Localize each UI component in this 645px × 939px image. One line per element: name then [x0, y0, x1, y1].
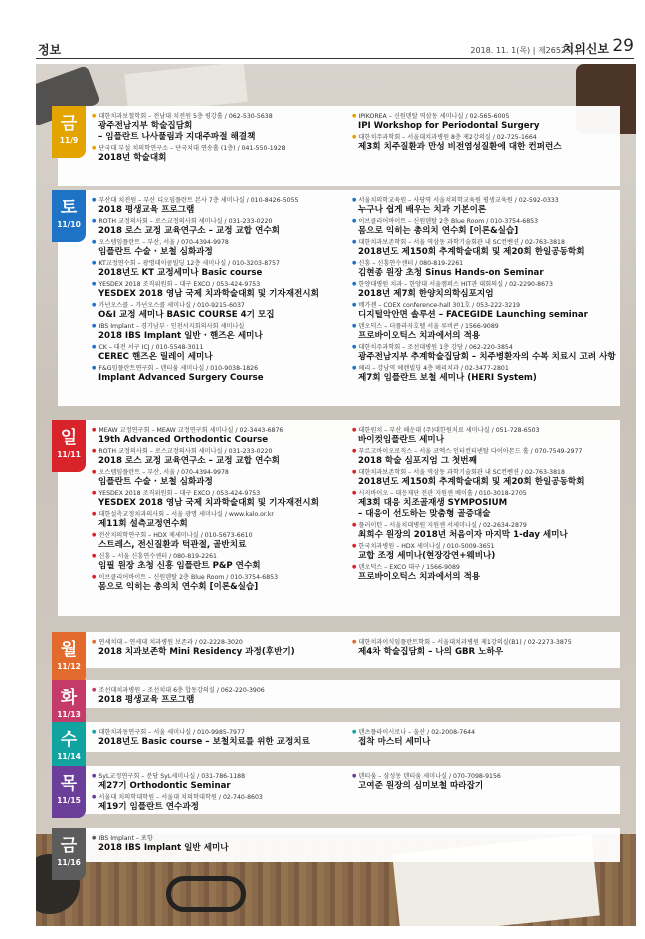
event-entry [352, 563, 618, 583]
event-entry [92, 686, 352, 706]
event-title: Implant Advanced Surgery Course [98, 373, 264, 383]
event-title: 디지털악안면 솔루션 – FACEGIDE Launching seminar [358, 310, 588, 320]
event-title: 2018 IBS Implant 일반 세미나 [98, 843, 229, 853]
event-title: 2018년도 KT 교정세미나 Basic course [98, 268, 263, 278]
event-entry [352, 542, 618, 562]
left-column [92, 196, 352, 385]
day-tag [52, 828, 86, 880]
event-organizer: ● 덴티움 – 삼성동 덴티움 세미나실 / 070-7098-9156 [352, 772, 618, 781]
event-entry [352, 112, 618, 132]
event-title: 프로바이오틱스 치과에서의 적용 [358, 572, 481, 582]
day-block [57, 680, 620, 719]
day-name: 화 [60, 688, 78, 708]
event-organizer: ● 연세치대 – 연세대 치과병원 보존과 / 02-2228-3020 [92, 638, 352, 647]
event-entry [352, 638, 618, 658]
event-organizer: ● 단국대 부설 치의학연구소 – 단국치대 연송홀 (1층) / 041-550-1928 [92, 144, 352, 153]
day-name: 금 [60, 114, 78, 134]
day-block [57, 632, 620, 671]
left-column [92, 638, 352, 659]
right-column [352, 426, 618, 584]
event-organizer: ● 이브클리어바이트 – 신원덴탈 2층 Blue Room / 010-3754-6853 [92, 573, 352, 582]
publication-name: 치의신보 [562, 42, 609, 56]
day-tag [52, 766, 86, 818]
event-title: 2018년도 Basic course – 보철치료를 위한 교정치료 [98, 737, 310, 747]
event-organizer: ● SyL교정연구회 – 분당 SyL세미나실 / 031-786-1188 [92, 772, 352, 781]
right-column [352, 638, 618, 659]
event-title: 2018 로스 교정 교육연구소 – 교정 교합 연수회 [98, 456, 280, 466]
day-block [58, 420, 620, 616]
event-title: 2018 IBS Implant 일반 · 핸즈온 세미나 [98, 331, 263, 341]
event-organizer: ● 오스템임플란트 – 부산, 서울 / 070-4394-9978 [92, 238, 352, 247]
event-organizer: ● 대한치과보철학회 – 전남대 치전원 5층 평강홀 / 062-530-5638 [92, 112, 352, 121]
event-entry [352, 238, 618, 258]
event-entry [92, 112, 352, 143]
event-organizer: ● 서울대 치의학대학원 – 서울대 치의학대학원 / 02-740-8603 [92, 793, 352, 802]
event-entry [352, 259, 618, 279]
event-title: 최희수 원장의 2018년 처음이자 마지막 1-day 세미나 [358, 530, 568, 540]
event-title: YESDEX 2018 영남 국제 치과학술대회 및 기자재전시회 [98, 289, 319, 299]
event-organizer: ● 신흥 – 서울 신흥연수센터 / 080-819-2261 [92, 552, 352, 561]
event-entry [92, 259, 352, 279]
event-title: – 임플란트 나사풀림과 지대주파절 해결책 [98, 132, 256, 142]
event-entry [92, 638, 352, 658]
day-block [57, 722, 620, 761]
day-date: 11/9 [59, 136, 79, 145]
event-entry [352, 447, 618, 467]
event-organizer: ● 대한치과이식임플란트학회 – 서울대치과병원 제1강의실(B1) / 02-2273-3875 [352, 638, 618, 647]
event-entry [352, 217, 618, 237]
event-title: 2018 치과보존학 Mini Residency 과정(후반기) [98, 647, 295, 657]
event-organizer: ● 대한치주과학회 – 조선대병원 1층 강당 / 062-220-3854 [352, 343, 618, 352]
day-date: 11/15 [57, 796, 81, 805]
issue-info: 2018. 11. 1(목) | 제2652호 | [470, 46, 579, 55]
event-organizer: ● YESDEX 2018 조직위원회 – 대구 EXCO / 053-424-9753 [92, 489, 352, 498]
day-tag [52, 106, 86, 158]
left-column [92, 112, 352, 165]
header-rule [36, 58, 634, 59]
event-entry [92, 531, 352, 551]
event-entry [92, 280, 352, 300]
event-entry [92, 772, 352, 792]
page-header [0, 0, 645, 62]
event-organizer: ● 전산치의학연구회 – HDX 제세미나실 / 010-5673-6610 [92, 531, 352, 540]
event-organizer: ● 덴츠플라이시로나 – 울산 / 02-2008-7644 [352, 728, 618, 737]
event-title: 김현종 원장 초청 Sinus Hands-on Seminar [358, 268, 544, 278]
event-title: 임플란트 수술 · 보철 심화과정 [98, 477, 213, 487]
event-title: 제4차 학술집담회 – 나의 GBR 노하우 [358, 647, 504, 657]
event-title: CEREC 핸즈온 릴레이 세미나 [98, 352, 213, 362]
event-title: 광주전남지부 학술집담회 [98, 121, 193, 131]
day-block [57, 828, 620, 867]
event-title: – 대응이 선도하는 맞춤형 골증대술 [358, 509, 491, 519]
event-title: 교합 조정 세미나(현장강연+웨비나) [358, 551, 496, 561]
event-title: 2018 학술 심포지엄 그 첫번째 [358, 456, 477, 466]
event-title: 2018 로스 교정 교육연구소 – 교정 교합 연수회 [98, 226, 280, 236]
event-organizer: ● ROTH 교정의사회 – 로스교정의사회 세미나실 / 031-233-0220 [92, 217, 352, 226]
left-column [92, 686, 352, 707]
event-entry [92, 793, 352, 813]
event-entry [352, 280, 618, 300]
event-entry [352, 364, 618, 384]
event-title: YESDEX 2018 영남 국제 치과학술대회 및 기자재전시회 [98, 498, 319, 508]
right-column [352, 728, 618, 749]
event-title: 누구나 쉽게 배우는 치과 기본이론 [358, 205, 487, 215]
event-title: 임플란트 수술 · 보철 심화과정 [98, 247, 213, 257]
event-organizer: ● 헤리 – 강남역 헤렌빌딩 4층 헤리치과 / 02-3477-2801 [352, 364, 618, 373]
event-title: 임필 원장 초청 신흥 임플란트 P&P 연수회 [98, 561, 261, 571]
event-title: 제3회 치주질환과 만성 비전염성질환에 대한 컨퍼런스 [358, 142, 562, 152]
event-organizer: ● F&G임플란트연구회 – 덴티움 세미나실 / 010-9038-1826 [92, 364, 352, 373]
day-block [58, 106, 620, 186]
event-organizer: ● 대한치과보존학회 – 서울 역삼동 과학기술회관 내 SC컨벤션 / 02-763-3818 [352, 238, 618, 247]
day-date: 11/14 [57, 752, 81, 761]
event-title: 스트레스, 전신질환과 턱관절, 골반치료 [98, 540, 247, 550]
event-organizer: ● 푸르고바이오로직스 – 서울 코엑스 인터컨티넨탈 다이아몬드 홀 / 070-7549-2977 [352, 447, 618, 456]
event-title: 광주전남지부 추계학술집담회 – 치주병환자의 수복 치료시 고려 사항 [358, 352, 616, 362]
event-entry [352, 301, 618, 321]
event-title: 고여준 원장의 심미보철 따라잡기 [358, 781, 484, 791]
event-organizer: ● IBS Implant – 경기남부 · 인천서지회의사회 세미나실 [92, 322, 352, 331]
event-title: 제27기 Orthodontic Seminar [98, 781, 231, 791]
event-organizer: ● 대한치과보존학회 – 서울 역삼동 과학기술회관 내 SC컨벤션 / 02-763-3818 [352, 468, 618, 477]
day-tag [52, 190, 86, 242]
event-entry [352, 468, 618, 488]
event-entry [92, 728, 352, 748]
left-column [92, 772, 352, 814]
page-number: 29 [612, 36, 634, 56]
day-name: 일 [60, 428, 78, 448]
event-title: 프로바이오틱스 치과에서의 적용 [358, 331, 481, 341]
event-title: 2018년도 제150회 추계학술대회 및 제20회 한일공동학회 [358, 247, 585, 257]
event-organizer: ● MEAW 교정연구회 – MEAW 교정연구회 세미나실 / 02-3443-6876 [92, 426, 352, 435]
day-block [58, 766, 620, 814]
event-entry [92, 217, 352, 237]
event-organizer: ● 가넌오스콜 – 가넌오스콜 세미나실 / 010-9215-6037 [92, 301, 352, 310]
right-column [352, 196, 618, 385]
event-title: 제3회 대응 치조골재생 SYMPOSIUM [358, 498, 508, 508]
event-organizer: ● 대한치과동연구회 – 서울 세미나실 / 010-9985-7977 [92, 728, 352, 737]
event-entry [92, 573, 352, 593]
event-title: 2018년 제7회 한양치의학심포지엄 [358, 289, 494, 299]
day-date: 11/12 [57, 662, 81, 671]
day-name: 월 [60, 640, 78, 660]
left-column [92, 834, 352, 855]
event-entry [92, 196, 352, 216]
event-entry [92, 301, 352, 321]
event-entry [92, 364, 352, 384]
event-entry [352, 728, 618, 748]
event-entry [352, 772, 618, 792]
event-organizer: ● 대한원치 – 부산 해운대 (주)대한원치료 세미나실 / 051-728-6503 [352, 426, 618, 435]
left-column [92, 728, 352, 749]
event-entry [92, 447, 352, 467]
event-entry [352, 521, 618, 541]
event-organizer: ● 부산대 치전원 – 부산 디오임플란트 본사 7층 세미나실 / 010-8426-5055 [92, 196, 352, 205]
event-title: 19th Advanced Orthodontic Course [98, 435, 269, 445]
event-organizer: ● 한양대병원 치과 – 한양대 서울캠퍼스 HIT관 대회의실 / 02-2290-8673 [352, 280, 618, 289]
event-title: O&I 교정 세미나 BASIC COURSE 4기 모집 [98, 310, 275, 320]
day-block [58, 190, 620, 406]
event-organizer: ● 덴오덕스 – 더플라자호텔 서울 루비콘 / 1566-9089 [352, 322, 618, 331]
event-organizer: ● ROTH 교정의사회 – 로스교정의사회 세미나실 / 031-233-0220 [92, 447, 352, 456]
event-organizer: ● IBS Implant – 포항 [92, 834, 352, 843]
event-title: 제11회 설측교정연수회 [98, 519, 188, 529]
event-entry [92, 489, 352, 509]
event-organizer: ● 조선대치과병원 – 조선치대 6층 합동강의실 / 062-220-3906 [92, 686, 352, 695]
event-entry [92, 144, 352, 164]
event-entry [92, 238, 352, 258]
event-organizer: ● 시지바이오 – 대응재단 전관 지원센 베이홀 / 010-3018-2705 [352, 489, 618, 498]
day-date: 11/16 [57, 858, 81, 867]
event-organizer: ● CK – 대전 서구 ICJ / 010-5548-3011 [92, 343, 352, 352]
event-organizer: ● 플러이턴 – 서울치대병원 지원센 서세미나실 / 02-2634-2879 [352, 521, 618, 530]
day-tag [52, 420, 86, 472]
event-entry [352, 343, 618, 363]
section-label: 정보 [38, 43, 62, 57]
event-organizer: ● 덴오덕스 – EXCO 대구 / 1566-9089 [352, 563, 618, 572]
event-title: 2018년 학술대회 [98, 153, 167, 163]
event-entry [92, 510, 352, 530]
event-entry [92, 468, 352, 488]
right-column [352, 112, 618, 154]
left-column [92, 426, 352, 594]
event-entry [352, 133, 618, 153]
event-organizer: ● KT교정연수회 – 광명데이콤빌딩 12층 세미나실 / 010-3203-8757 [92, 259, 352, 268]
event-organizer: ● 신흥 – 신흥연수센터 / 080-819-2261 [352, 259, 618, 268]
event-title: 접착 마스터 세미나 [358, 737, 431, 747]
event-organizer: ● YESDEX 2018 조직위원회 – 대구 EXCO / 053-424-9753 [92, 280, 352, 289]
day-date: 11/10 [57, 220, 81, 229]
event-organizer: ● 서울치의학교육원 – 사당역 서울치의학교육원 평생교육원 / 02-592-0333 [352, 196, 618, 205]
event-title: 바이컷임플란트 세미나 [358, 435, 445, 445]
event-title: 2018 평생교육 프로그램 [98, 695, 195, 705]
event-title: 몸으로 익히는 총의치 연수회 [이론&실습] [98, 582, 259, 592]
event-title: 몸으로 익히는 총의치 연수회 [이론&실습] [358, 226, 519, 236]
event-organizer: ● 오스템임플란트 – 부산, 서울 / 070-4394-9978 [92, 468, 352, 477]
event-organizer: ● 이브클리어바이트 – 신원덴탈 2층 Blue Room / 010-3754-6853 [352, 217, 618, 226]
day-name: 수 [60, 730, 78, 750]
event-organizer: ● IPIKOREA – 신원덴탈 역삼동 세미나실 / 02-565-6005 [352, 112, 618, 121]
event-title: 2018년도 제150회 추계학술대회 및 제20회 한일공동학회 [358, 477, 585, 487]
event-organizer: ● 메가젠 – COEX conference-hall 301호 / 053-222-3219 [352, 301, 618, 310]
event-entry [92, 834, 352, 854]
event-entry [352, 489, 618, 520]
event-title: IPI Workshop for Periodontal Surgery [358, 121, 540, 131]
event-entry [92, 426, 352, 446]
right-column [352, 772, 618, 793]
event-organizer: ● 한국치과병원 – HDX 세미나실 / 010-5009-3651 [352, 542, 618, 551]
day-name: 토 [60, 198, 78, 218]
day-date: 11/13 [57, 710, 81, 719]
event-entry [352, 322, 618, 342]
event-title: 2018 평생교육 프로그램 [98, 205, 195, 215]
event-organizer: ● 대한치주과학회 – 서울대치과병원 8층 제2강의실 / 02-725-1664 [352, 133, 618, 142]
day-name: 금 [60, 836, 78, 856]
event-entry [352, 196, 618, 216]
event-title: 제7회 임플란트 보철 세미나 (HERI System) [358, 373, 537, 383]
day-tag [52, 632, 86, 684]
day-date: 11/11 [57, 450, 81, 459]
event-entry [92, 322, 352, 342]
event-entry [92, 552, 352, 572]
event-organizer: ● 대한설측교정치과의사회 – 서울 광명 세미나실 / www.kalo.or.kr [92, 510, 352, 519]
event-title: 제19기 임플란트 연수과정 [98, 802, 199, 812]
day-name: 목 [60, 774, 78, 794]
event-entry [92, 343, 352, 363]
event-entry [352, 426, 618, 446]
glasses-decoration [166, 876, 246, 912]
